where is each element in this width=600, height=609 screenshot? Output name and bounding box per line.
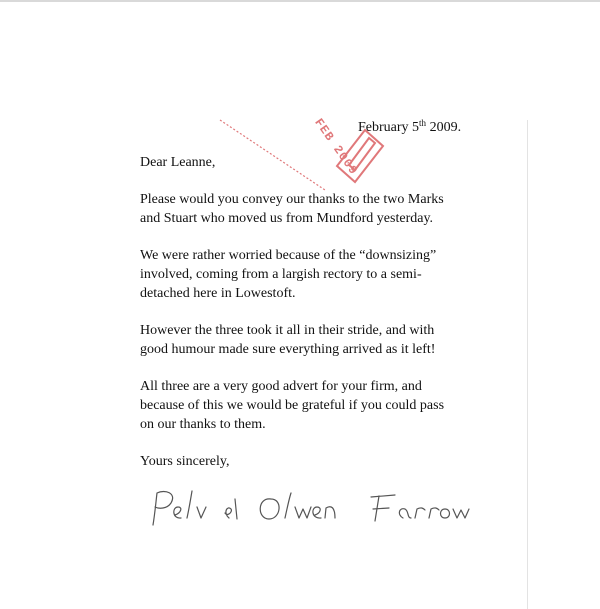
stamp-text: FEB 2009 bbox=[311, 116, 361, 178]
closing: Yours sincerely, bbox=[140, 454, 230, 469]
para4-line1: All three are a very good advert for your firm, and bbox=[140, 379, 422, 394]
para3-line1: However the three took it all in their stride, and with bbox=[140, 323, 435, 338]
para2-line1: We were rather worried because of the “downsizing” bbox=[140, 248, 437, 263]
para4-line3: on our thanks to them. bbox=[140, 417, 266, 432]
date-month-day: February 5 bbox=[358, 120, 420, 135]
para1-line1: Please would you convey our thanks to the two Marks bbox=[140, 192, 444, 207]
para3-line2: good humour made sure everything arrived as it left! bbox=[140, 342, 436, 357]
para2-line2: involved, coming from a largish rectory to a semi- bbox=[140, 267, 422, 282]
date-year: 2009. bbox=[429, 120, 462, 135]
salutation: Dear Leanne, bbox=[140, 155, 216, 170]
para4-line2: because of this we would be grateful if you could pass bbox=[140, 398, 445, 413]
para1-line2: and Stuart who moved us from Mundford yesterday. bbox=[140, 211, 434, 226]
letter-date bbox=[358, 118, 461, 136]
date-suffix: th bbox=[419, 118, 427, 128]
page-top-edge bbox=[0, 0, 600, 2]
handwritten-signature bbox=[145, 485, 475, 535]
para2-line3: detached here in Lowestoft. bbox=[140, 286, 296, 301]
scan-edge-line bbox=[527, 120, 528, 609]
